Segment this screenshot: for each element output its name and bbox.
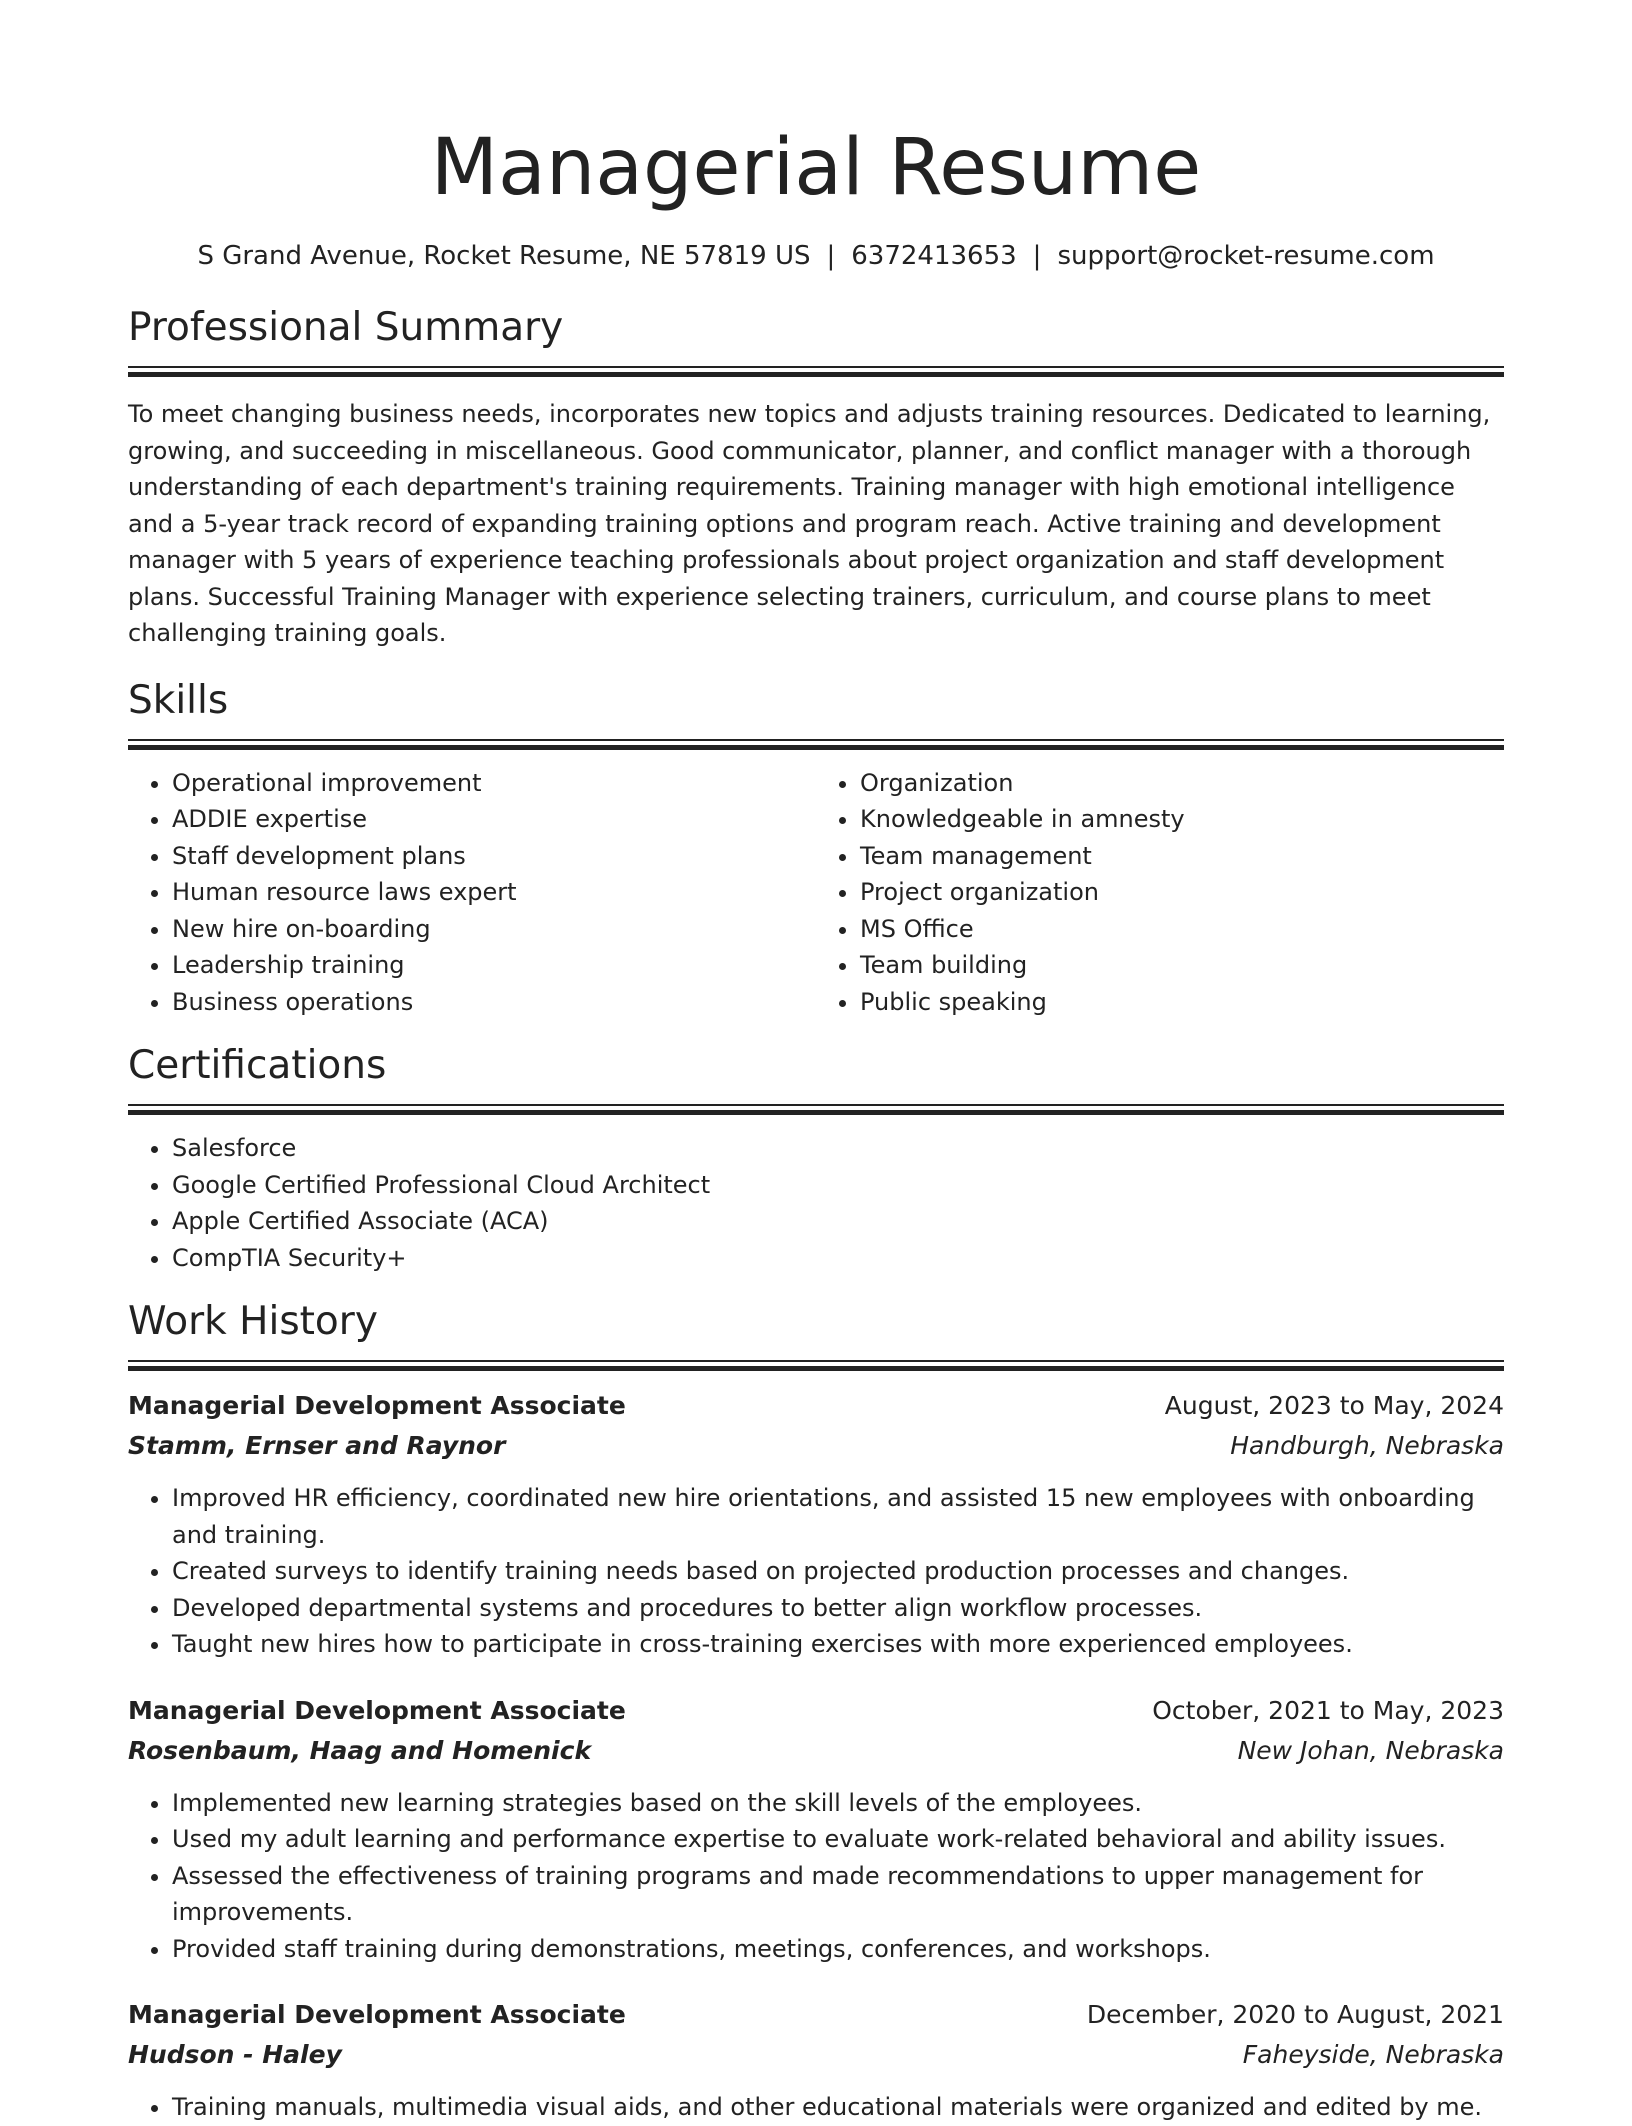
job-location: Handburgh, Nebraska <box>1230 1431 1504 1460</box>
certification-item: • CompTIA Security+ <box>172 1240 1504 1277</box>
job-location: New Johan, Nebraska <box>1237 1735 1504 1765</box>
contact-phone: 6372413653 <box>851 241 1017 271</box>
job-entry <box>128 1691 1504 1968</box>
job-dates: August, 2023 to May, 2024 <box>1164 1391 1504 1420</box>
skill-item: • Team building <box>860 947 1504 984</box>
job-bullet: • Used my adult learning and performance expertise to evaluate work-related behavioral and ability issues. <box>172 1821 1504 1858</box>
job-title: Managerial Development Associate <box>128 1695 626 1725</box>
skill-item: • Public speaking <box>860 984 1504 1021</box>
skill-item: • MS Office <box>860 911 1504 948</box>
certifications-list <box>128 1130 1504 1276</box>
section-divider <box>128 1104 1504 1116</box>
skill-item: • Project organization <box>860 874 1504 911</box>
skills-list-right <box>816 765 1504 1021</box>
contact-separator: | <box>1032 241 1042 271</box>
skill-item: • Team management <box>860 838 1504 875</box>
skill-item: • Staff development plans <box>172 838 816 875</box>
job-company: Rosenbaum, Haag and Homenick <box>128 1735 592 1765</box>
work-history-heading: Work History <box>128 1299 378 1344</box>
job-bullets <box>128 1785 1504 1968</box>
skill-item: • Leadership training <box>172 947 816 984</box>
section-divider <box>128 739 1504 751</box>
contact-email: support@rocket-resume.com <box>1057 241 1435 271</box>
job-bullet: • Assessed the effectiveness of training programs and made recommendations to upper management for improvements. <box>172 1858 1504 1931</box>
job-company-row <box>128 2035 1504 2075</box>
work-history-section <box>128 1298 1504 2126</box>
job-header-row <box>128 1386 1504 1426</box>
job-header-row <box>128 1995 1504 2035</box>
job-bullets <box>128 1480 1504 1663</box>
job-title: Managerial Development Associate <box>128 2000 626 2029</box>
skills-heading: Skills <box>128 677 229 723</box>
summary-section <box>128 304 1504 652</box>
job-company: Stamm, Ernser and Raynor <box>128 1431 506 1460</box>
job-bullets <box>128 2089 1504 2126</box>
resume-name: Managerial Resume <box>430 123 1202 213</box>
certifications-section <box>128 1042 1504 1276</box>
section-divider <box>128 1360 1504 1372</box>
job-dates: October, 2021 to May, 2023 <box>1152 1695 1504 1725</box>
certifications-heading: Certifications <box>128 1043 387 1088</box>
skill-item: • Organization <box>860 765 1504 802</box>
certification-item: • Google Certified Professional Cloud Architect <box>172 1167 1504 1204</box>
job-dates: December, 2020 to August, 2021 <box>1086 2000 1504 2029</box>
contact-line <box>128 238 1504 274</box>
job-company-row <box>128 1426 1504 1466</box>
certification-item: • Salesforce <box>172 1130 1504 1167</box>
skills-columns <box>128 765 1504 1021</box>
job-bullet: • Implemented new learning strategies based on the skill levels of the employees. <box>172 1785 1504 1822</box>
summary-heading: Professional Summary <box>128 305 564 350</box>
job-bullet: • Provided staff training during demonstrations, meetings, conferences, and workshops. <box>172 1931 1504 1968</box>
contact-separator: | <box>826 241 836 271</box>
job-bullet: • Improved HR efficiency, coordinated new hire orientations, and assisted 15 new employees with onboarding and training. <box>172 1480 1504 1553</box>
job-header-row <box>128 1691 1504 1731</box>
skill-item: • New hire on-boarding <box>172 911 816 948</box>
skills-section <box>128 677 1504 1021</box>
skill-item: • Human resource laws expert <box>172 874 816 911</box>
skill-item: • ADDIE expertise <box>172 801 816 838</box>
job-company: Hudson - Haley <box>128 2040 342 2069</box>
section-divider <box>128 366 1504 378</box>
job-bullet: • Created surveys to identify training needs based on projected production processes and changes. <box>172 1553 1504 1590</box>
job-bullet: • Taught new hires how to participate in cross-training exercises with more experienced employees. <box>172 1626 1504 1663</box>
skill-item: • Operational improvement <box>172 765 816 802</box>
skill-item: • Knowledgeable in amnesty <box>860 801 1504 838</box>
job-company-row <box>128 1731 1504 1771</box>
job-entry <box>128 1386 1504 1663</box>
summary-text: To meet changing business needs, incorporates new topics and adjusts training resources. Dedicated to learning, growing, and succeeding in miscellaneous. Good communicator, planner, and conflict manager with a thorough understanding of each department's training requirements. Training manager with high emotional intelligence and a 5-year track record of expanding training options and program reach. Active training and development manager with 5 years of experience teaching professionals about project organization and staff development plans. Successful Training Manager with experience selecting trainers, curriculum, and course plans to meet challenging training goals. <box>128 400 1491 647</box>
job-location: Faheyside, Nebraska <box>1242 2040 1504 2069</box>
skills-list-left <box>128 765 816 1021</box>
contact-address: S Grand Avenue, Rocket Resume, NE 57819 US <box>197 241 811 271</box>
job-title: Managerial Development Associate <box>128 1391 626 1420</box>
job-bullet: • Developed departmental systems and procedures to better align workflow processes. <box>172 1590 1504 1627</box>
certification-item: • Apple Certified Associate (ACA) <box>172 1203 1504 1240</box>
skill-item: • Business operations <box>172 984 816 1021</box>
job-bullet: • Training manuals, multimedia visual aids, and other educational materials were organized and edited by me. <box>172 2089 1504 2126</box>
job-entry <box>128 1995 1504 2126</box>
